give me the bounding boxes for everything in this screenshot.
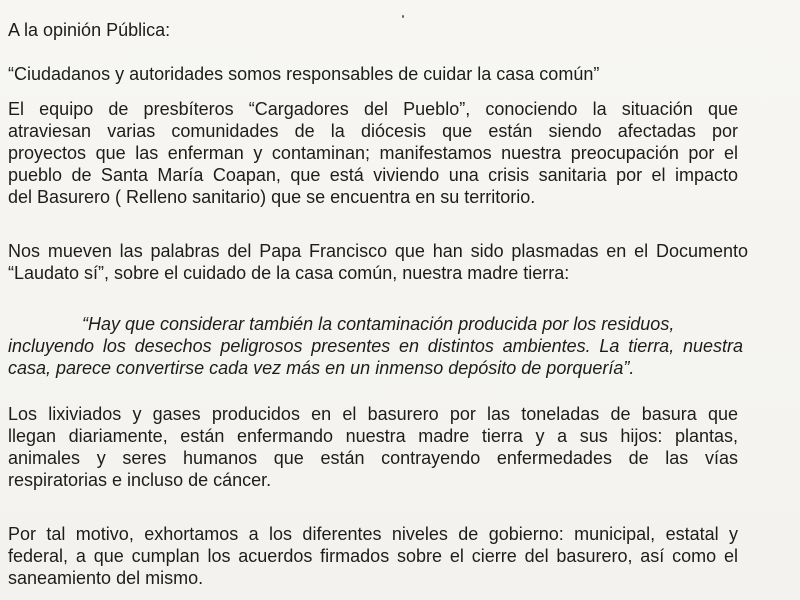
quote-line: “Hay que considerar también la contaminación producida por los residuos,: [82, 314, 675, 334]
paragraph-2-line: Nos mueven las palabras del Papa Francisco que han sido plasmadas en el Documento: [8, 241, 748, 261]
paragraph-1-line: atraviesan varias comunidades de la diócesis que están siendo afectadas por: [8, 121, 738, 141]
quote-block: [8, 313, 743, 379]
paragraph-2-line: “Laudato sí”, sobre el cuidado de la casa común, nuestra madre tierra:: [8, 263, 570, 283]
paragraph-1-line: proyectos que las enferman y contaminan; manifestamos nuestra preocupación por el: [8, 143, 738, 163]
paragraph-2: [8, 240, 748, 284]
paragraph-4-line: Por tal motivo, exhortamos a los diferentes niveles de gobierno: municipal, estatal y: [8, 524, 738, 544]
greeting: [8, 19, 792, 41]
greeting-line: A la opinión Pública:: [8, 20, 171, 40]
paragraph-3-line: Los lixiviados y gases producidos en el basurero por las toneladas de basura que: [8, 404, 738, 424]
headline: [8, 63, 792, 85]
headline-line: “Ciudadanos y autoridades somos responsables de cuidar la casa común”: [8, 64, 600, 84]
paragraph-1-line: El equipo de presbíteros “Cargadores del Pueblo”, conociendo la situación que: [8, 99, 738, 119]
quote-line: casa, parece convertirse cada vez más en un inmenso depósito de porquería”.: [8, 358, 635, 378]
paragraph-4-line: saneamiento del mismo.: [8, 568, 204, 588]
quote-line: incluyendo los desechos peligrosos presentes en distintos ambientes. La tierra, nuestra: [8, 336, 743, 356]
paragraph-4-line: federal, a que cumplan los acuerdos firmados sobre el cierre del basurero, así como el: [8, 546, 738, 566]
paragraph-1-line: pueblo de Santa María Coapan, que está viviendo una crisis sanitaria por el impacto: [8, 165, 738, 185]
paragraph-1-line: del Basurero ( Relleno sanitario) que se encuentra en su territorio.: [8, 187, 536, 207]
paragraph-3-line: respiratorias e incluso de cáncer.: [8, 470, 272, 490]
paragraph-3-line: llegan diariamente, están enfermando nuestra madre tierra y a sus hijos: plantas,: [8, 426, 738, 446]
paragraph-3: [8, 403, 738, 491]
paragraph-1: [8, 98, 738, 208]
scan-speck: [402, 15, 404, 18]
paragraph-3-line: animales y seres humanos que están contrayendo enfermedades de las vías: [8, 448, 738, 468]
paragraph-4: [8, 523, 738, 589]
